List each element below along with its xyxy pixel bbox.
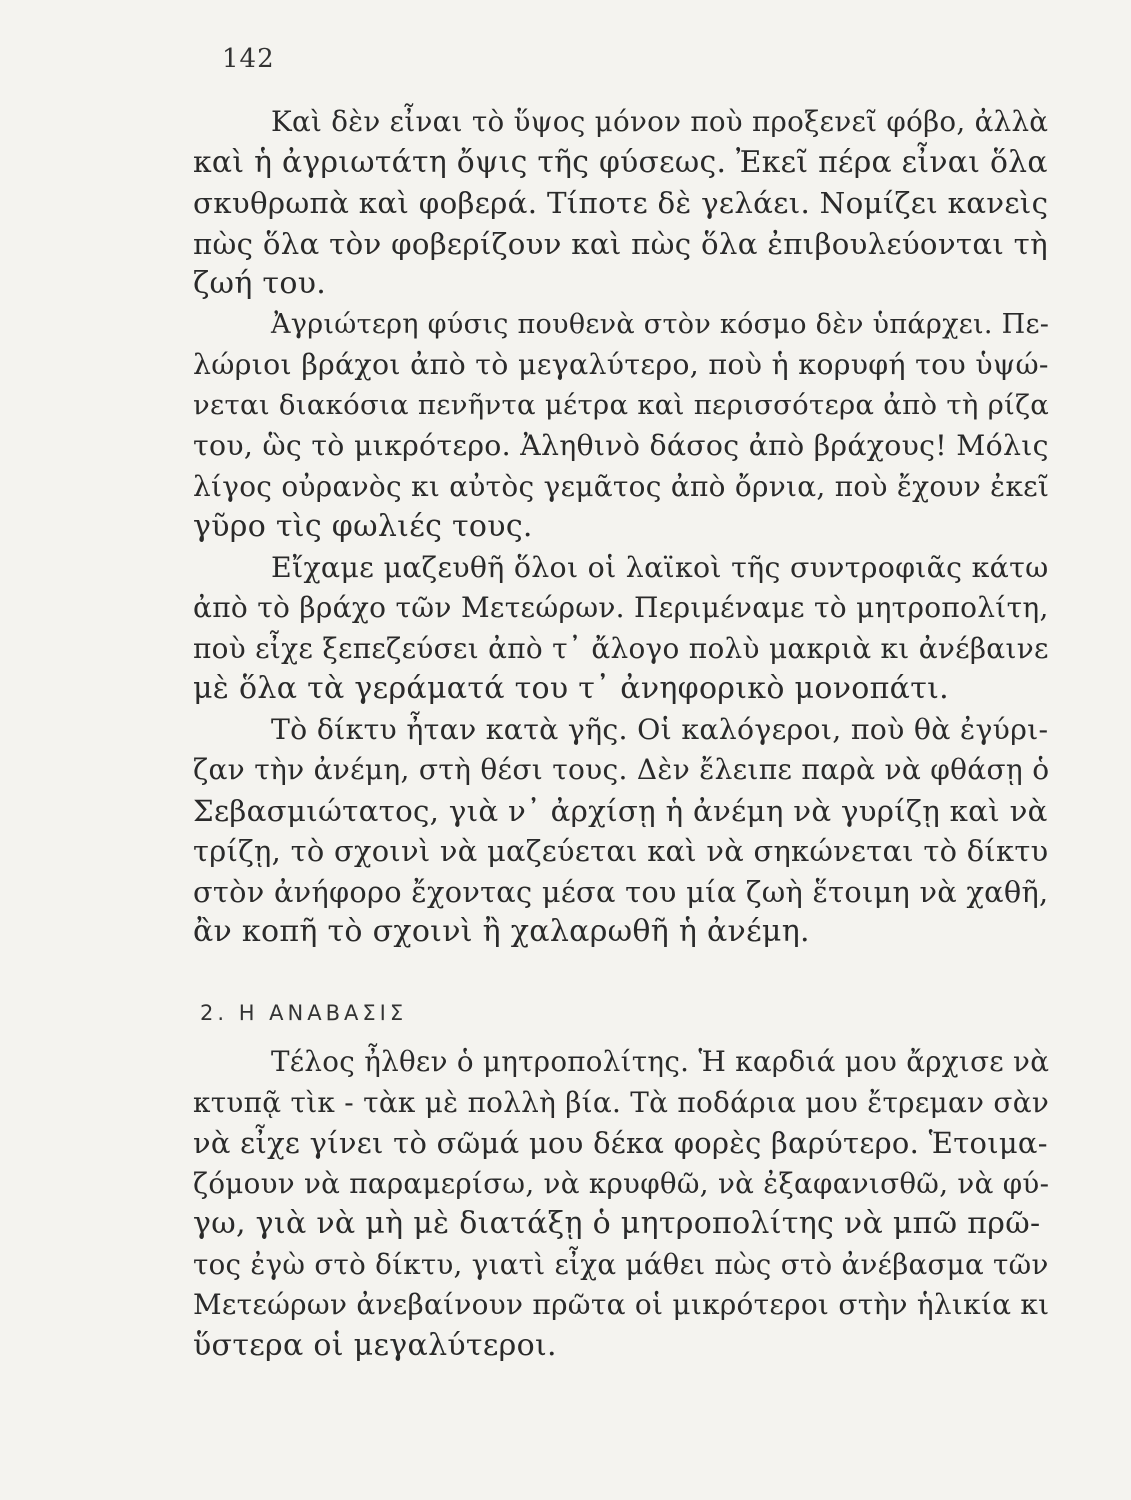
text-line: Ἀγριώτερη φύσις πουθενὰ στὸν κόσμο δὲν ὑπάρχει. Πε- (271, 308, 1050, 340)
text-line: Εἴχαμε μαζευθῆ ὅλοι οἱ λαϊκοὶ τῆς συντροφιᾶς κάτω (271, 550, 1049, 584)
text-line: σκυθρωπὰ καὶ φοβερά. Τίποτε δὲ γελάει. Νομίζει κανεὶς (193, 186, 1049, 220)
text-line: λίγος οὐρανὸς κι αὐτὸς γεμᾶτος ἀπὸ ὄρνια, ποὺ ἔχουν ἐκεῖ (193, 469, 1050, 503)
text-line: ποὺ εἶχε ξεπεζεύσει ἀπὸ τ᾿ ἄλογο πολὺ μακριὰ κι ἀνέβαινε (193, 631, 1049, 665)
text-line: κτυπᾷ τὶκ - τὰκ μὲ πολλὴ βία. Τὰ ποδάρια μου ἔτρεμαν σὰν (193, 1085, 1050, 1119)
text-line: Τέλος ἦλθεν ὁ μητροπολίτης. Ἡ καρδιά μου ἄρχισε νὰ (271, 1045, 1050, 1078)
section-2-text (193, 1042, 1048, 1366)
text-line: λώριοι βράχοι ἀπὸ τὸ μεγαλύτερο, ποὺ ἡ κορυφή του ὑψώ- (193, 348, 1049, 381)
text-line: ζόμουν νὰ παραμερίσω, νὰ κρυφθῶ, νὰ ἐξαφανισθῶ, νὰ φύ- (193, 1166, 1050, 1200)
section-1-text (193, 102, 1048, 953)
text-line: καὶ ἡ ἀγριωτάτη ὄψις τῆς φύσεως. Ἐκεῖ πέρα εἶναι ὅλα (193, 144, 1048, 180)
text-line: ζαν τὴν ἀνέμη, στὴ θέσι τους. Δὲν ἔλειπε παρὰ νὰ φθάσῃ ὁ (193, 753, 1050, 786)
text-line: τρίζῃ, τὸ σχοινὶ νὰ μαζεύεται καὶ νὰ σηκώνεται τὸ δίκτυ (193, 834, 1049, 868)
text-line: ὕστερα οἱ μεγαλύτεροι. (193, 1327, 557, 1363)
text-line: γω, γιὰ νὰ μὴ μὲ διατάξῃ ὁ μητροπολίτης νὰ μπῶ πρῶ- (193, 1206, 1041, 1241)
text-line: Σεβασμιώτατος, γιὰ ν᾿ ἀρχίσῃ ἡ ἀνέμη νὰ γυρίζῃ καὶ νὰ (193, 793, 1048, 828)
section-heading: 2. Η ΑΝΑΒΑΣΙΣ (200, 1001, 408, 1025)
text-line: μὲ ὅλα τὰ γεράματά του τ᾿ ἀνηφορικὸ μονοπάτι. (193, 671, 949, 706)
text-line: ἂν κοπῆ τὸ σχοινὶ ἢ χαλαρωθῆ ἡ ἀνέμη. (193, 914, 810, 949)
text-line: νεται διακόσια πενῆντα μέτρα καὶ περισσότερα ἀπὸ τὴ ρίζα (193, 389, 1050, 421)
text-line: ἀπὸ τὸ βράχο τῶν Μετεώρων. Περιμέναμε τὸ μητροπολίτη, (193, 591, 1049, 624)
text-line: στὸν ἀνήφορο ἔχοντας μέσα του μία ζωὴ ἕτοιμη νὰ χαθῆ, (193, 874, 1049, 909)
text-line: τος ἐγὼ στὸ δίκτυ, γιατὶ εἶχα μάθει πὼς στὸ ἀνέβασμα τῶν (193, 1247, 1049, 1281)
text-line: του, ὣς τὸ μικρότερο. Ἀληθινὸ δάσος ἀπὸ βράχους! Μόλις (193, 429, 1049, 462)
text-line: πὼς ὅλα τὸν φοβερίζουν καὶ πὼς ὅλα ἐπιβουλεύονται τὴ (193, 226, 1048, 261)
page-number: 142 (222, 44, 275, 74)
text-line: γῦρο τὶς φωλιές τους. (193, 509, 533, 544)
text-line: ζωή του. (193, 266, 327, 301)
text-line: Τὸ δίκτυ ἦταν κατὰ γῆς. Οἱ καλόγεροι, ποὺ θὰ ἐγύρι- (271, 712, 1049, 746)
text-line: νὰ εἶχε γίνει τὸ σῶμά μου δέκα φορὲς βαρύτερο. Ἑτοιμα- (193, 1126, 1048, 1160)
text-line: Μετεώρων ἀνεβαίνουν πρῶτα οἱ μικρότεροι στὴν ἡλικία κι (193, 1288, 1050, 1321)
text-line: Καὶ δὲν εἶναι τὸ ὕψος μόνον ποὺ προξενεῖ φόβο, ἀλλὰ (271, 105, 1049, 138)
